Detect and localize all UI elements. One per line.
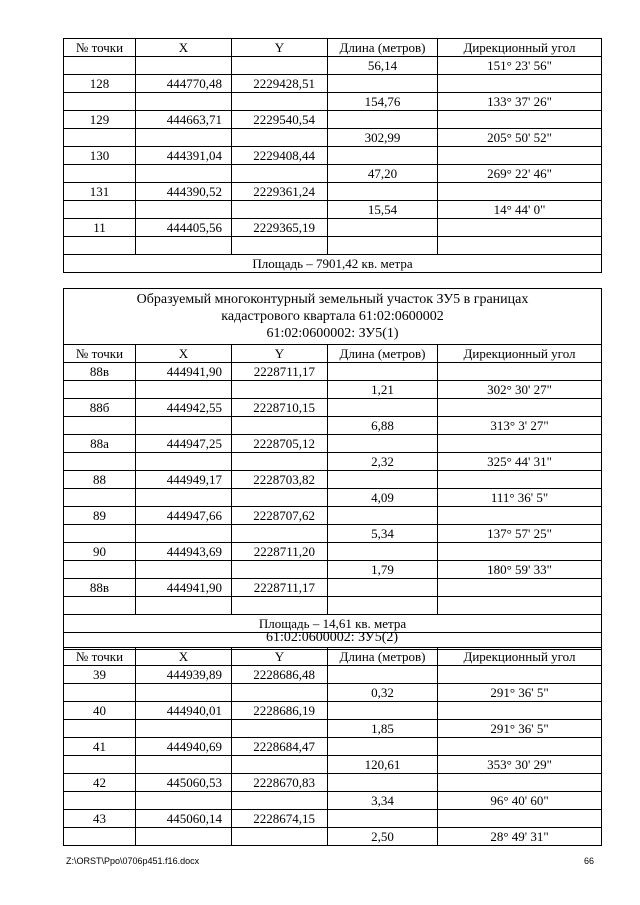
empty-cell (328, 471, 438, 489)
coord-x: 444943,69 (136, 543, 232, 561)
bearing-angle: 28° 49' 31" (438, 828, 602, 846)
empty-cell (328, 363, 438, 381)
point-number: 42 (64, 774, 136, 792)
coord-y: 2228670,83 (232, 774, 328, 792)
empty-cell (136, 129, 232, 147)
segment-row (64, 201, 602, 219)
coord-x: 444940,69 (136, 738, 232, 756)
empty-cell (232, 165, 328, 183)
empty-cell (438, 471, 602, 489)
coord-x: 444949,17 (136, 471, 232, 489)
point-number: 128 (64, 75, 136, 93)
header-x: X (136, 648, 232, 666)
empty-cell (438, 111, 602, 129)
segment-length: 1,21 (328, 381, 438, 399)
empty-cell (328, 666, 438, 684)
point-row (64, 111, 602, 129)
empty-cell (328, 75, 438, 93)
empty-cell (64, 453, 136, 471)
segment-row (64, 165, 602, 183)
empty-cell (438, 147, 602, 165)
empty-cell (328, 111, 438, 129)
coord-x: 444941,90 (136, 579, 232, 597)
segment-row (64, 684, 602, 702)
empty-cell (438, 543, 602, 561)
empty-cell (438, 435, 602, 453)
table-header-row (64, 39, 602, 57)
bearing-angle: 137° 57' 25" (438, 525, 602, 543)
empty-cell (136, 417, 232, 435)
empty-cell (136, 828, 232, 846)
header-bearing: Дирекционный угол (438, 345, 602, 363)
empty-cell (438, 399, 602, 417)
segment-length: 3,34 (328, 792, 438, 810)
empty-cell (232, 792, 328, 810)
coordinates-table-3 (63, 647, 602, 846)
header-point-no: № точки (64, 345, 136, 363)
empty-cell (64, 792, 136, 810)
header-bearing: Дирекционный угол (438, 39, 602, 57)
coord-y: 2228674,15 (232, 810, 328, 828)
coord-y: 2228686,19 (232, 702, 328, 720)
segment-row (64, 93, 602, 111)
empty-cell (232, 561, 328, 579)
empty-cell (232, 201, 328, 219)
bearing-angle: 353° 30' 29" (438, 756, 602, 774)
segment-row (64, 129, 602, 147)
empty-cell (438, 738, 602, 756)
segment-row (64, 756, 602, 774)
empty-cell (136, 381, 232, 399)
segment-length: 2,32 (328, 453, 438, 471)
bearing-angle: 291° 36' 5" (438, 684, 602, 702)
empty-cell (136, 684, 232, 702)
table-1-body (64, 39, 602, 237)
point-row (64, 75, 602, 93)
bearing-angle: 133° 37' 26" (438, 93, 602, 111)
point-row (64, 543, 602, 561)
empty-cell (232, 93, 328, 111)
empty-cell (232, 57, 328, 75)
coord-y: 2228705,12 (232, 435, 328, 453)
coord-x: 444940,01 (136, 702, 232, 720)
empty-cell (136, 756, 232, 774)
header-y: Y (232, 39, 328, 57)
segment-length: 120,61 (328, 756, 438, 774)
point-row (64, 183, 602, 201)
point-number: 11 (64, 219, 136, 237)
empty-cell (64, 381, 136, 399)
header-bearing: Дирекционный угол (438, 648, 602, 666)
coord-y: 2229365,19 (232, 219, 328, 237)
empty-cell (328, 435, 438, 453)
table-3-body (64, 648, 602, 846)
coord-y: 2229540,54 (232, 111, 328, 129)
coord-y: 2229408,44 (232, 147, 328, 165)
empty-cell (136, 792, 232, 810)
point-number: 41 (64, 738, 136, 756)
point-number: 88а (64, 435, 136, 453)
empty-cell (136, 453, 232, 471)
area-row (64, 255, 602, 273)
title-line-3: 61:02:0600002: ЗУ5(1) (266, 326, 399, 341)
bearing-angle: 14° 44' 0" (438, 201, 602, 219)
segment-length: 1,85 (328, 720, 438, 738)
empty-cell (328, 738, 438, 756)
segment-row (64, 828, 602, 846)
coord-y: 2228710,15 (232, 399, 328, 417)
empty-cell (64, 201, 136, 219)
section-3-title: 61:02:0600002: ЗУ5(2) (265, 630, 399, 645)
coordinates-table-2 (63, 288, 602, 650)
empty-cell (328, 507, 438, 525)
header-y: Y (232, 345, 328, 363)
bearing-angle: 205° 50' 52" (438, 129, 602, 147)
point-row (64, 507, 602, 525)
point-row (64, 471, 602, 489)
segment-length: 5,34 (328, 525, 438, 543)
point-number: 88в (64, 363, 136, 381)
header-length: Длина (метров) (328, 39, 438, 57)
table-header-row (64, 345, 602, 363)
segment-length: 154,76 (328, 93, 438, 111)
empty-cell (328, 183, 438, 201)
segment-row (64, 525, 602, 543)
segment-length: 6,88 (328, 417, 438, 435)
coord-x: 444405,56 (136, 219, 232, 237)
empty-cell (438, 219, 602, 237)
point-row (64, 435, 602, 453)
empty-cell (232, 720, 328, 738)
empty-cell (136, 525, 232, 543)
coord-x: 444941,90 (136, 363, 232, 381)
segment-row (64, 381, 602, 399)
empty-cell (438, 579, 602, 597)
empty-cell (328, 543, 438, 561)
header-length: Длина (метров) (328, 345, 438, 363)
point-number: 88б (64, 399, 136, 417)
empty-cell (328, 219, 438, 237)
empty-cell (232, 525, 328, 543)
coord-x: 444939,89 (136, 666, 232, 684)
segment-length: 1,79 (328, 561, 438, 579)
coord-x: 444947,66 (136, 507, 232, 525)
empty-cell (136, 93, 232, 111)
header-length: Длина (метров) (328, 648, 438, 666)
point-row (64, 219, 602, 237)
title-line-1: Образуемый многоконтурный земельный участок ЗУ5 в границах (136, 292, 529, 307)
empty-cell (328, 147, 438, 165)
segment-row (64, 792, 602, 810)
empty-cell (328, 579, 438, 597)
table-title-row (64, 289, 602, 345)
point-row (64, 363, 602, 381)
bearing-angle: 151° 23' 56" (438, 57, 602, 75)
empty-cell (438, 702, 602, 720)
empty-row (64, 597, 602, 615)
point-number: 39 (64, 666, 136, 684)
segment-length: 0,32 (328, 684, 438, 702)
empty-cell (232, 129, 328, 147)
point-number: 43 (64, 810, 136, 828)
point-number: 131 (64, 183, 136, 201)
header-x: X (136, 345, 232, 363)
coord-x: 444391,04 (136, 147, 232, 165)
coord-y: 2228684,47 (232, 738, 328, 756)
point-number: 89 (64, 507, 136, 525)
segment-row (64, 561, 602, 579)
header-y: Y (232, 648, 328, 666)
coord-x: 444770,48 (136, 75, 232, 93)
empty-cell (438, 363, 602, 381)
segment-row (64, 57, 602, 75)
point-row (64, 774, 602, 792)
segment-length: 56,14 (328, 57, 438, 75)
point-row (64, 738, 602, 756)
empty-cell (64, 684, 136, 702)
bearing-angle: 111° 36' 5" (438, 489, 602, 507)
table-header-row (64, 648, 602, 666)
empty-cell (232, 453, 328, 471)
coord-x: 444947,25 (136, 435, 232, 453)
empty-cell (232, 381, 328, 399)
empty-cell (64, 129, 136, 147)
empty-cell (64, 489, 136, 507)
empty-cell (64, 756, 136, 774)
empty-cell (328, 399, 438, 417)
empty-cell (438, 810, 602, 828)
empty-cell (64, 561, 136, 579)
coord-y: 2228711,20 (232, 543, 328, 561)
title-line-2: кадастрового квартала 61:02:0600002 (221, 309, 444, 324)
coord-y: 2228703,82 (232, 471, 328, 489)
empty-cell (136, 720, 232, 738)
empty-cell (64, 828, 136, 846)
table-1-footer (64, 237, 602, 273)
empty-cell (232, 828, 328, 846)
empty-row (64, 237, 602, 255)
coord-x: 444390,52 (136, 183, 232, 201)
bearing-angle: 313° 3' 27" (438, 417, 602, 435)
empty-cell (136, 489, 232, 507)
coord-y: 2228686,48 (232, 666, 328, 684)
empty-cell (64, 57, 136, 75)
empty-cell (64, 93, 136, 111)
empty-cell (232, 684, 328, 702)
empty-cell (136, 57, 232, 75)
empty-cell (328, 774, 438, 792)
empty-cell (438, 507, 602, 525)
point-row (64, 810, 602, 828)
empty-cell (136, 201, 232, 219)
empty-cell (64, 720, 136, 738)
coordinates-table-1 (63, 38, 602, 273)
point-number: 88 (64, 471, 136, 489)
coord-y: 2228711,17 (232, 579, 328, 597)
empty-cell (328, 810, 438, 828)
empty-cell (64, 165, 136, 183)
table-title (64, 289, 602, 345)
point-number: 130 (64, 147, 136, 165)
coord-x: 445060,53 (136, 774, 232, 792)
coord-y: 2229361,24 (232, 183, 328, 201)
segment-row (64, 720, 602, 738)
segment-row (64, 453, 602, 471)
header-point-no: № точки (64, 648, 136, 666)
bearing-angle: 96° 40' 60" (438, 792, 602, 810)
segment-length: 4,09 (328, 489, 438, 507)
coord-x: 444942,55 (136, 399, 232, 417)
empty-cell (438, 774, 602, 792)
area-text: Площадь – 14,61 кв. метра (64, 615, 602, 633)
empty-cell (438, 666, 602, 684)
point-row (64, 579, 602, 597)
coord-y: 2228707,62 (232, 507, 328, 525)
segment-length: 302,99 (328, 129, 438, 147)
bearing-angle: 291° 36' 5" (438, 720, 602, 738)
segment-length: 47,20 (328, 165, 438, 183)
coord-x: 444663,71 (136, 111, 232, 129)
table-2-body (64, 289, 602, 597)
point-row (64, 399, 602, 417)
empty-cell (136, 165, 232, 183)
bearing-angle: 325° 44' 31" (438, 453, 602, 471)
bearing-angle: 302° 30' 27" (438, 381, 602, 399)
empty-cell (328, 702, 438, 720)
coord-y: 2228711,17 (232, 363, 328, 381)
segment-row (64, 417, 602, 435)
footer-file-path: Z:\ORST\Ppo\0706p451.f16.docx (66, 856, 200, 866)
segment-length: 15,54 (328, 201, 438, 219)
point-number: 88в (64, 579, 136, 597)
header-point-no: № точки (64, 39, 136, 57)
empty-cell (232, 756, 328, 774)
empty-cell (232, 417, 328, 435)
point-row (64, 666, 602, 684)
empty-cell (438, 183, 602, 201)
point-number: 90 (64, 543, 136, 561)
footer-page-number: 66 (583, 856, 594, 866)
segment-row (64, 489, 602, 507)
header-x: X (136, 39, 232, 57)
bearing-angle: 269° 22' 46" (438, 165, 602, 183)
empty-cell (438, 75, 602, 93)
point-number: 40 (64, 702, 136, 720)
coord-y: 2229428,51 (232, 75, 328, 93)
empty-cell (232, 489, 328, 507)
empty-cell (136, 561, 232, 579)
point-row (64, 147, 602, 165)
bearing-angle: 180° 59' 33" (438, 561, 602, 579)
empty-cell (64, 417, 136, 435)
point-row (64, 702, 602, 720)
point-number: 129 (64, 111, 136, 129)
empty-cell (64, 525, 136, 543)
area-text: Площадь – 7901,42 кв. метра (64, 255, 602, 273)
coord-x: 445060,14 (136, 810, 232, 828)
segment-length: 2,50 (328, 828, 438, 846)
